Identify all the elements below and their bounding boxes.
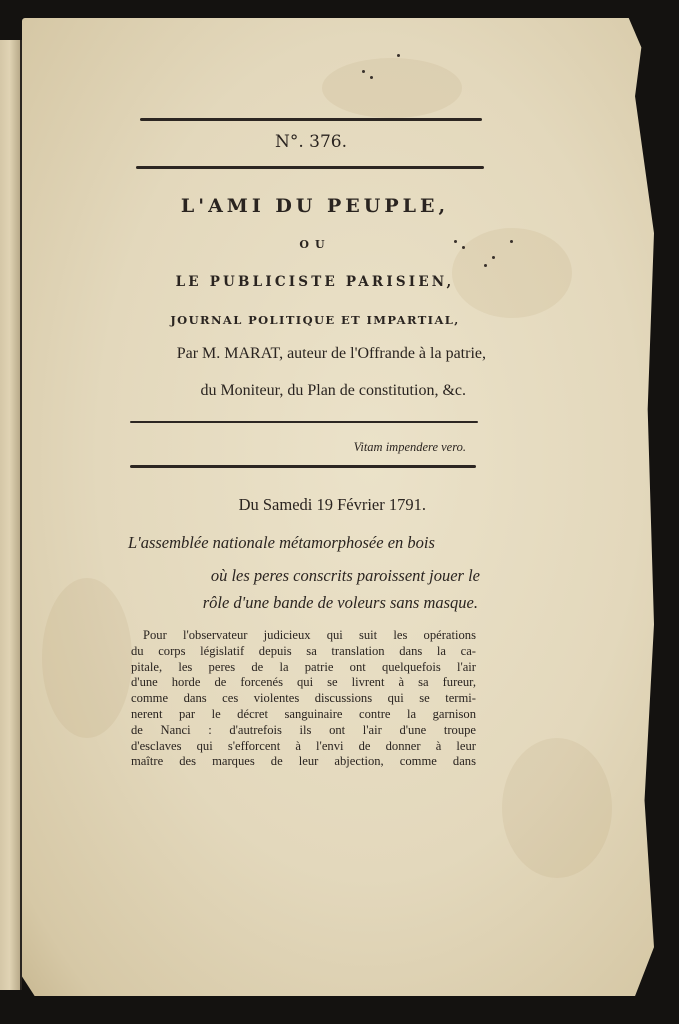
author-line-1: Par M. MARAT, auteur de l'Offrande à la patrie, xyxy=(176,345,486,362)
dateline: Du Samedi 19 Février 1791. xyxy=(238,495,426,514)
body-line: maître des marques de leur abjection, comme dans xyxy=(131,754,476,769)
article-body xyxy=(131,628,476,770)
author-line-2: du Moniteur, du Plan de constitution, &c. xyxy=(200,382,466,399)
body-line: nerent par le décret sanguinaire contre la garnison xyxy=(131,706,476,721)
paper-stain xyxy=(42,578,132,738)
body-line: comme dans ces violentes discussions qui se termi- xyxy=(131,691,476,706)
body-line: d'esclaves qui s'efforcent à l'envi de donner à leur xyxy=(131,738,476,753)
masthead-conjunction: OU xyxy=(299,238,331,251)
headline-line-2: où les peres conscrits paroissent jouer le xyxy=(210,566,480,585)
masthead-title: L'AMI DU PEUPLE, xyxy=(180,195,450,217)
facing-page-edge xyxy=(0,40,22,990)
headline-line-1: L'assemblée nationale métamorphosée en bois xyxy=(128,533,435,552)
body-line: du corps législatif depuis sa translation dans la ca- xyxy=(131,643,476,658)
body-line: d'une horde de forcenés qui se livrent à sa fureur, xyxy=(131,675,476,690)
motto-top-rule xyxy=(130,421,478,423)
body-line: pitale, les peres de la patrie ont quelquefois l'air xyxy=(131,659,476,674)
body-line: Pour l'observateur judicieux qui suit les opérations xyxy=(143,628,476,642)
motto: Vitam impendere vero. xyxy=(353,440,466,454)
masthead-descriptor: JOURNAL POLITIQUE ET IMPARTIAL, xyxy=(170,313,460,327)
paper-stain xyxy=(322,58,462,118)
motto-bottom-rule xyxy=(130,465,476,468)
paper-stain xyxy=(502,738,612,878)
issue-number: N°. 376. xyxy=(274,132,348,152)
headline-line-3: rôle d'une bande de voleurs sans masque. xyxy=(202,593,478,612)
top-rule xyxy=(140,118,482,121)
issue-rule xyxy=(136,166,484,169)
masthead-subtitle: LE PUBLICISTE PARISIEN, xyxy=(175,274,455,290)
body-line: de Nanci : d'autrefois ils ont l'air d'une troupe xyxy=(131,722,476,737)
